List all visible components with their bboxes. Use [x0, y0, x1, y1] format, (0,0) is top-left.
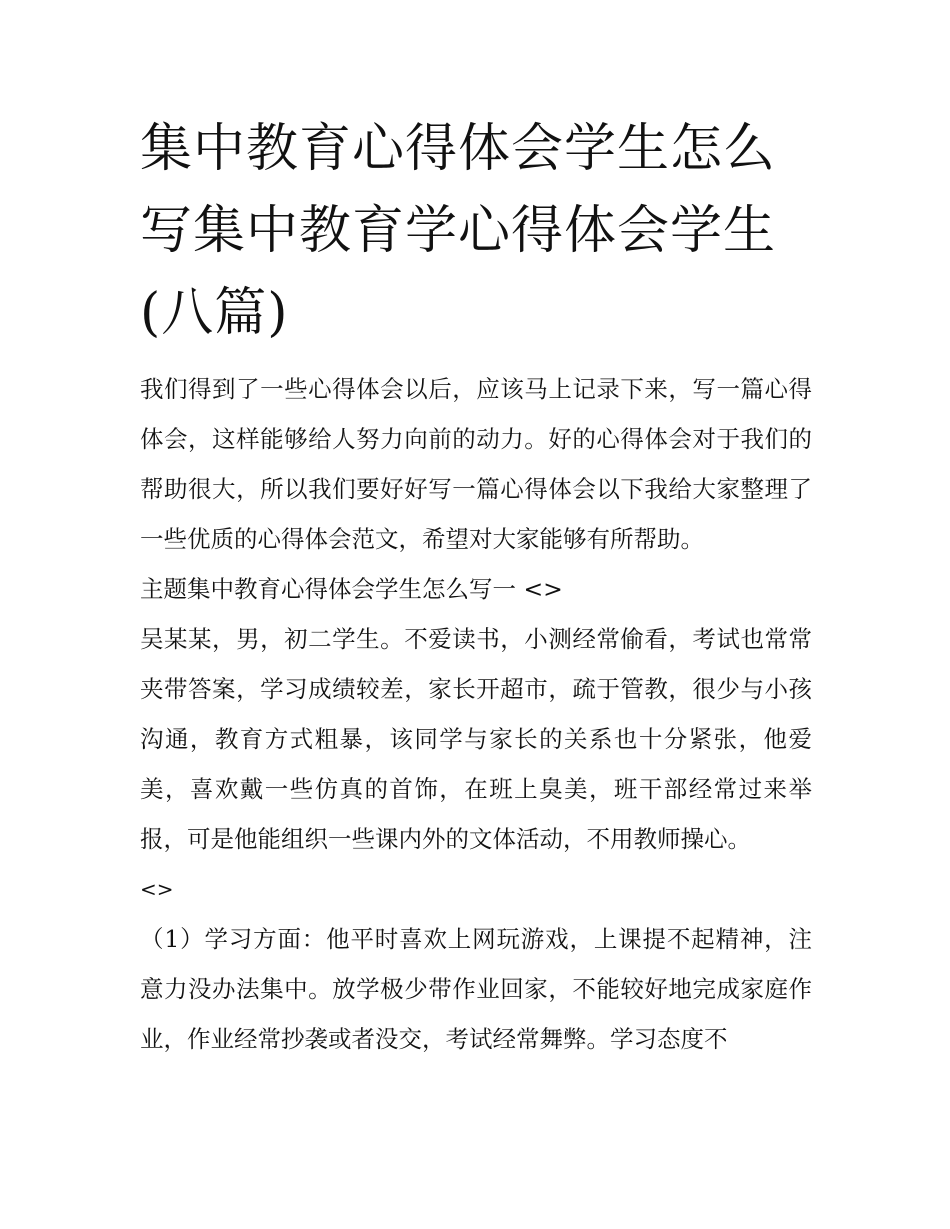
section-heading: 主题集中教育心得体会学生怎么写一 <> — [140, 575, 563, 603]
placeholder-marker: <> — [140, 877, 174, 901]
case-paragraph: 吴某某，男，初二学生。不爱读书，小测经常偷看，考试也常常夹带答案，学习成绩较差，家长开超市，疏于管教，很少与小孩沟通，教育方式粗暴，该同学与家长的关系也十分紧张，他爱美，喜欢戴一些仿真的首饰，在班上臭美，班干部经常过来举报，可是他能组织一些课内外的文体活动，不用教师操心。 — [140, 625, 812, 853]
document-title: 集中教育心得体会学生怎么写集中教育学心得体会学生(八篇) — [140, 119, 777, 343]
document-page — [140, 108, 812, 1064]
study-paragraph: （1）学习方面：他平时喜欢上网玩游戏，上课提不起精神，注意力没办法集中。放学极少带作业回家，不能较好地完成家庭作业，作业经常抄袭或者没交，考试经常舞弊。学习态度不 — [140, 925, 812, 1053]
intro-paragraph: 我们得到了一些心得体会以后，应该马上记录下来，写一篇心得体会，这样能够给人努力向前的动力。好的心得体会对于我们的帮助很大，所以我们要好好写一篇心得体会以下我给大家整理了一些优质的心得体会范文，希望对大家能够有所帮助。 — [140, 375, 812, 553]
